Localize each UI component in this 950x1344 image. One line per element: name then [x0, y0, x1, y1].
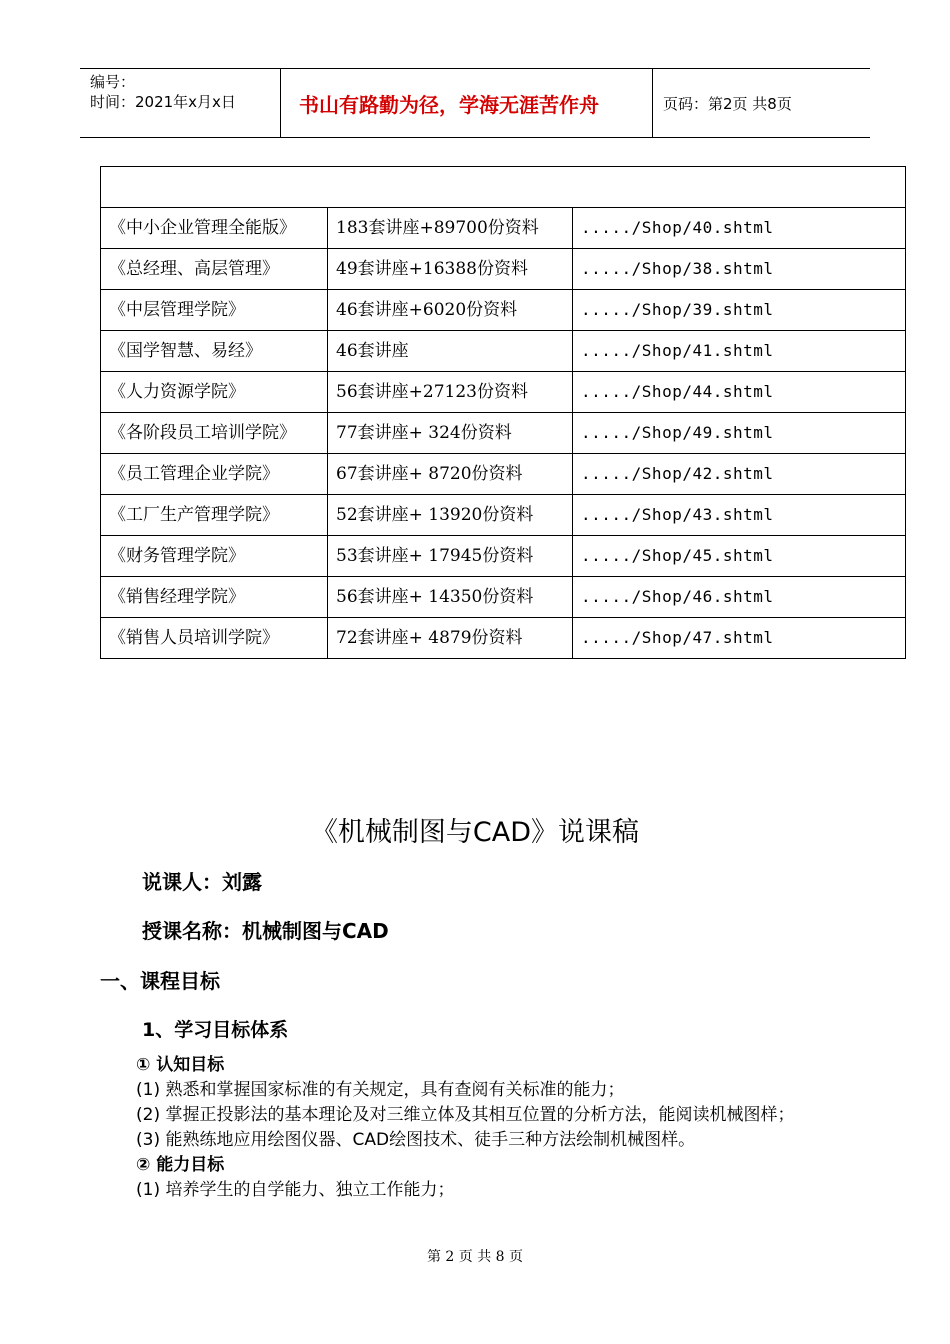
catalog-name-cell: 《销售人员培训学院》 — [101, 618, 328, 659]
catalog-link-cell[interactable]: ...../Shop/45.shtml — [573, 536, 906, 577]
ability-item: (1) 培养学生的自学能力、独立工作能力； — [136, 1180, 455, 1200]
catalog-content-cell: 183套讲座+89700份资料 — [328, 208, 573, 249]
catalog-link-cell[interactable]: ...../Shop/49.shtml — [573, 413, 906, 454]
table-row — [101, 249, 906, 290]
catalog-link-cell[interactable]: ...../Shop/41.shtml — [573, 331, 906, 372]
article-title: 《机械制图与CAD》说课稿 — [310, 817, 640, 848]
catalog-name-cell: 《中层管理学院》 — [101, 290, 328, 331]
catalog-content-cell: 49套讲座+16388份资料 — [328, 249, 573, 290]
catalog-content-cell: 67套讲座+ 8720份资料 — [328, 454, 573, 495]
catalog-name-cell: 《工厂生产管理学院》 — [101, 495, 328, 536]
page-footer: 第 2 页 共 8 页 — [426, 1249, 524, 1265]
header-meta — [80, 69, 281, 137]
catalog-table — [100, 166, 906, 659]
catalog-name-cell: 《中小企业管理全能版》 — [101, 208, 328, 249]
table-row — [101, 495, 906, 536]
catalog-name-cell: 《销售经理学院》 — [101, 577, 328, 618]
catalog-name-cell: 《人力资源学院》 — [101, 372, 328, 413]
table-row — [101, 372, 906, 413]
table-row — [101, 536, 906, 577]
table-row — [101, 618, 906, 659]
cognitive-heading: ① 认知目标 — [136, 1055, 225, 1075]
article-body — [100, 1053, 860, 1203]
catalog-link-cell[interactable]: ...../Shop/44.shtml — [573, 372, 906, 413]
header-motto: 书山有路勤为径，学海无涯苦作舟 — [281, 69, 653, 137]
catalog-content-cell: 52套讲座+ 13920份资料 — [328, 495, 573, 536]
table-row — [101, 290, 906, 331]
catalog-link-cell[interactable]: ...../Shop/38.shtml — [573, 249, 906, 290]
catalog-name-cell: 《各阶段员工培训学院》 — [101, 413, 328, 454]
catalog-name-cell: 《员工管理企业学院》 — [101, 454, 328, 495]
header-page-number: 页码：第2页 共8页 — [663, 94, 792, 113]
cognitive-item: (2) 掌握正投影法的基本理论及对三维立体及其相互位置的分析方法，能阅读机械图样； — [136, 1105, 795, 1125]
section-heading: 一、课程目标 — [100, 969, 220, 993]
table-row — [101, 577, 906, 618]
ability-heading: ② 能力目标 — [136, 1155, 225, 1175]
table-row-empty — [101, 167, 906, 208]
table-row — [101, 208, 906, 249]
document-number: 编号： — [90, 73, 136, 91]
catalog-content-cell: 56套讲座+ 14350份资料 — [328, 577, 573, 618]
catalog-link-cell[interactable]: ...../Shop/47.shtml — [573, 618, 906, 659]
catalog-content-cell: 46套讲座 — [328, 331, 573, 372]
subsection-heading: 1、学习目标体系 — [142, 1019, 289, 1041]
catalog-link-cell[interactable]: ...../Shop/40.shtml — [573, 208, 906, 249]
catalog-content-cell: 53套讲座+ 17945份资料 — [328, 536, 573, 577]
course-name-line: 授课名称：机械制图与CAD — [142, 919, 389, 943]
table-row — [101, 413, 906, 454]
page-header — [80, 68, 870, 138]
speaker-line: 说课人：刘露 — [142, 870, 262, 894]
table-row — [101, 331, 906, 372]
catalog-link-cell[interactable]: ...../Shop/43.shtml — [573, 495, 906, 536]
catalog-name-cell: 《国学智慧、易经》 — [101, 331, 328, 372]
document-time: 时间：2021年x月x日 — [90, 93, 236, 111]
cognitive-item: (3) 能熟练地应用绘图仪器、CAD绘图技术、徒手三种方法绘制机械图样。 — [136, 1130, 696, 1150]
catalog-link-cell[interactable]: ...../Shop/42.shtml — [573, 454, 906, 495]
catalog-content-cell: 46套讲座+6020份资料 — [328, 290, 573, 331]
catalog-link-cell[interactable]: ...../Shop/39.shtml — [573, 290, 906, 331]
catalog-name-cell: 《总经理、高层管理》 — [101, 249, 328, 290]
table-row — [101, 454, 906, 495]
catalog-link-cell[interactable]: ...../Shop/46.shtml — [573, 577, 906, 618]
catalog-content-cell: 77套讲座+ 324份资料 — [328, 413, 573, 454]
catalog-content-cell: 72套讲座+ 4879份资料 — [328, 618, 573, 659]
catalog-content-cell: 56套讲座+27123份资料 — [328, 372, 573, 413]
cognitive-item: (1) 熟悉和掌握国家标准的有关规定，具有查阅有关标准的能力； — [136, 1080, 625, 1100]
catalog-name-cell: 《财务管理学院》 — [101, 536, 328, 577]
